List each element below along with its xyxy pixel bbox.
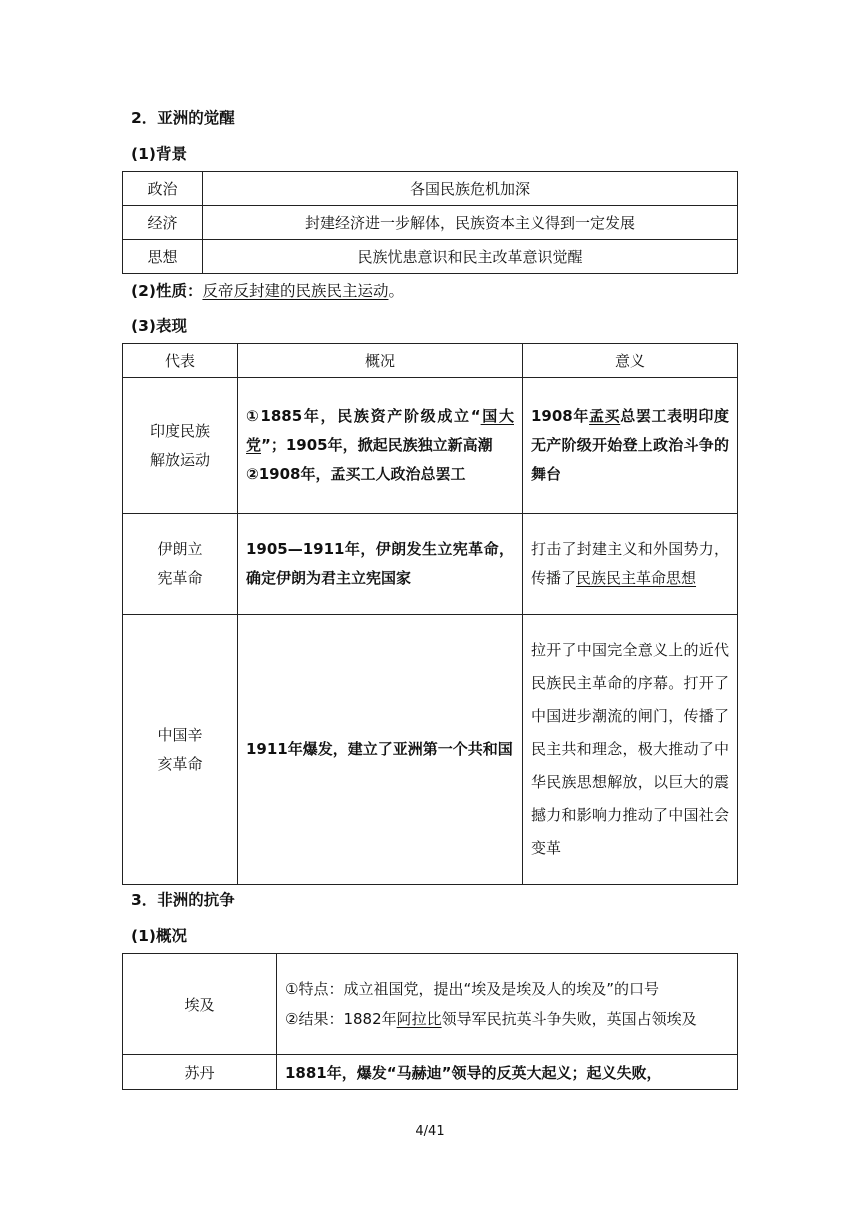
rep-cell: 伊朗立 宪革命: [123, 514, 238, 615]
manifest-label: (3)表现: [131, 317, 187, 335]
overview-label: (1)概况: [131, 927, 187, 945]
summary-cell: 1905—1911年，伊朗发生立宪革命，确定伊朗为君主立宪国家: [238, 514, 523, 615]
row-label: 思想: [123, 240, 203, 274]
nature-line: (2)性质：反帝反封建的民族民主运动。: [131, 282, 404, 300]
meaning-cell: 1908年孟买总罢工表明印度无产阶级开始登上政治斗争的舞台: [523, 378, 738, 514]
table-row: [123, 514, 738, 615]
detail-cell: 1881年，爆发“马赫迪”领导的反英大起义；起义失败，: [277, 1055, 738, 1090]
africa-table: [122, 953, 738, 1090]
row-label: 政治: [123, 172, 203, 206]
country-cell: 埃及: [123, 954, 277, 1055]
table-row: [123, 240, 738, 274]
table-row: [123, 954, 738, 1055]
header-cell: 概况: [238, 344, 523, 378]
section-title-asia: 2．亚洲的觉醒: [131, 109, 235, 127]
page-number: 4/41: [415, 1124, 445, 1139]
manifest-table: [122, 343, 738, 885]
row-value: 各国民族危机加深: [203, 172, 738, 206]
table-row: [123, 1055, 738, 1090]
country-cell: 苏丹: [123, 1055, 277, 1090]
nature-label: (2)性质：: [131, 282, 203, 300]
table-row: [123, 615, 738, 885]
table-row: [123, 378, 738, 514]
background-label: (1)背景: [131, 145, 187, 163]
row-label: 经济: [123, 206, 203, 240]
meaning-cell: 打击了封建主义和外国势力，传播了民族民主革命思想: [523, 514, 738, 615]
rep-cell: 印度民族 解放运动: [123, 378, 238, 514]
table-row: [123, 206, 738, 240]
section-title-africa: 3．非洲的抗争: [131, 891, 235, 909]
background-table: [122, 171, 738, 274]
header-cell: 代表: [123, 344, 238, 378]
summary-cell: ①1885年，民族资产阶级成立“国大党”；1905年，掀起民族独立新高潮 ②1908年，孟买工人政治总罢工: [238, 378, 523, 514]
nature-value: 反帝反封建的民族民主运动: [202, 282, 389, 300]
row-value: 民族忧患意识和民主改革意识觉醒: [203, 240, 738, 274]
table-row: [123, 172, 738, 206]
header-cell: 意义: [523, 344, 738, 378]
detail-cell: ①特点：成立祖国党，提出“埃及是埃及人的埃及”的口号 ②结果：1882年阿拉比领导军民抗英斗争失败，英国占领埃及: [277, 954, 738, 1055]
table-header-row: [123, 344, 738, 378]
row-value: 封建经济进一步解体，民族资本主义得到一定发展: [203, 206, 738, 240]
meaning-cell: 拉开了中国完全意义上的近代民族民主革命的序幕。打开了中国进步潮流的闸门，传播了民主共和理念，极大推动了中华民族思想解放，以巨大的震撼力和影响力推动了中国社会变革: [523, 615, 738, 885]
rep-cell: 中国辛 亥革命: [123, 615, 238, 885]
summary-cell: 1911年爆发，建立了亚洲第一个共和国: [238, 615, 523, 885]
